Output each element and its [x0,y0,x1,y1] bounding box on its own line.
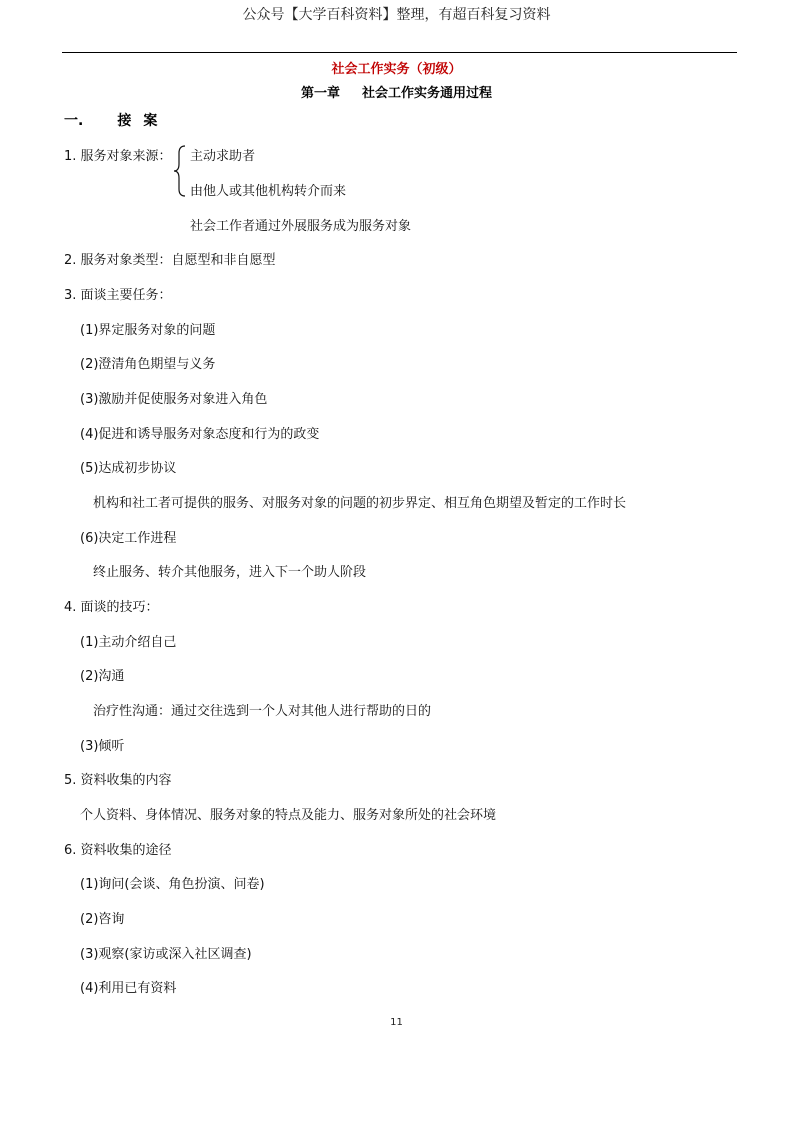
item-4: 4. 面谈的技巧： [64,600,159,615]
item-5: 5. 资料收集的内容 [64,773,172,788]
item-4-sub-1: (1)主动介绍自己 [80,635,177,650]
item-2: 2. 服务对象类型：自愿型和非自愿型 [64,253,276,268]
item-6-sub-3: (3)观察(家访或深入社区调查) [80,947,252,962]
item-3-sub-2: (2)澄清角色期望与义务 [80,357,216,372]
item-6-sub-2: (2)咨询 [80,912,125,927]
item-4-sub-2-detail: 治疗性沟通：通过交往选到一个人对其他人进行帮助的日的 [93,704,432,719]
item-3-sub-3: (3)激励并促使服务对象进入角色 [80,392,268,407]
section-title-char-1: 接 [117,113,132,129]
item-6-sub-1: (1)询问(会谈、角色扮演、问卷) [80,877,265,892]
header-divider [62,52,737,53]
item-3-sub-5: (5)达成初步协议 [80,461,177,476]
item-1-option-1: 主动求助者 [190,149,256,164]
item-1-option-2: 由他人或其他机构转介而来 [190,184,347,199]
item-6-sub-4: (4)利用已有资料 [80,981,177,996]
curly-brace-icon [173,144,187,198]
item-1-label: 1. 服务对象来源： [64,149,172,164]
item-1-option-3: 社会工作者通过外展服务成为服务对象 [190,219,412,234]
chapter-heading [0,82,793,101]
page-number: 11 [390,1017,403,1028]
item-4-sub-2: (2)沟通 [80,669,125,684]
chapter-number: 第一章 [300,86,340,101]
item-3-sub-4: (4)促进和诱导服务对象态度和行为的政变 [80,427,320,442]
section-number: 一. [64,113,84,129]
item-3: 3. 面谈主要任务： [64,288,172,303]
item-4-sub-3: (3)倾听 [80,739,125,754]
item-5-detail: 个人资料、身体情况、服务对象的特点及能力、服务对象所处的社会环境 [80,808,497,823]
item-3-sub-5-detail: 机构和社工者可提供的服务、对服务对象的问题的初步界定、相互角色期望及暂定的工作时长 [93,496,627,511]
document-title: 社会工作实务（初级） [331,62,462,77]
item-3-sub-1: (1)界定服务对象的问题 [80,323,216,338]
item-6: 6. 资料收集的途径 [64,843,172,858]
section-heading [64,110,157,130]
header-note: 公众号【大学百科资料】整理，有超百科复习资料 [242,7,551,23]
section-title-char-2: 案 [143,113,158,129]
chapter-title: 社会工作实务通用过程 [362,86,493,101]
item-3-sub-6: (6)决定工作进程 [80,531,177,546]
item-3-sub-6-detail: 终止服务、转介其他服务，进入下一个助人阶段 [93,565,367,580]
